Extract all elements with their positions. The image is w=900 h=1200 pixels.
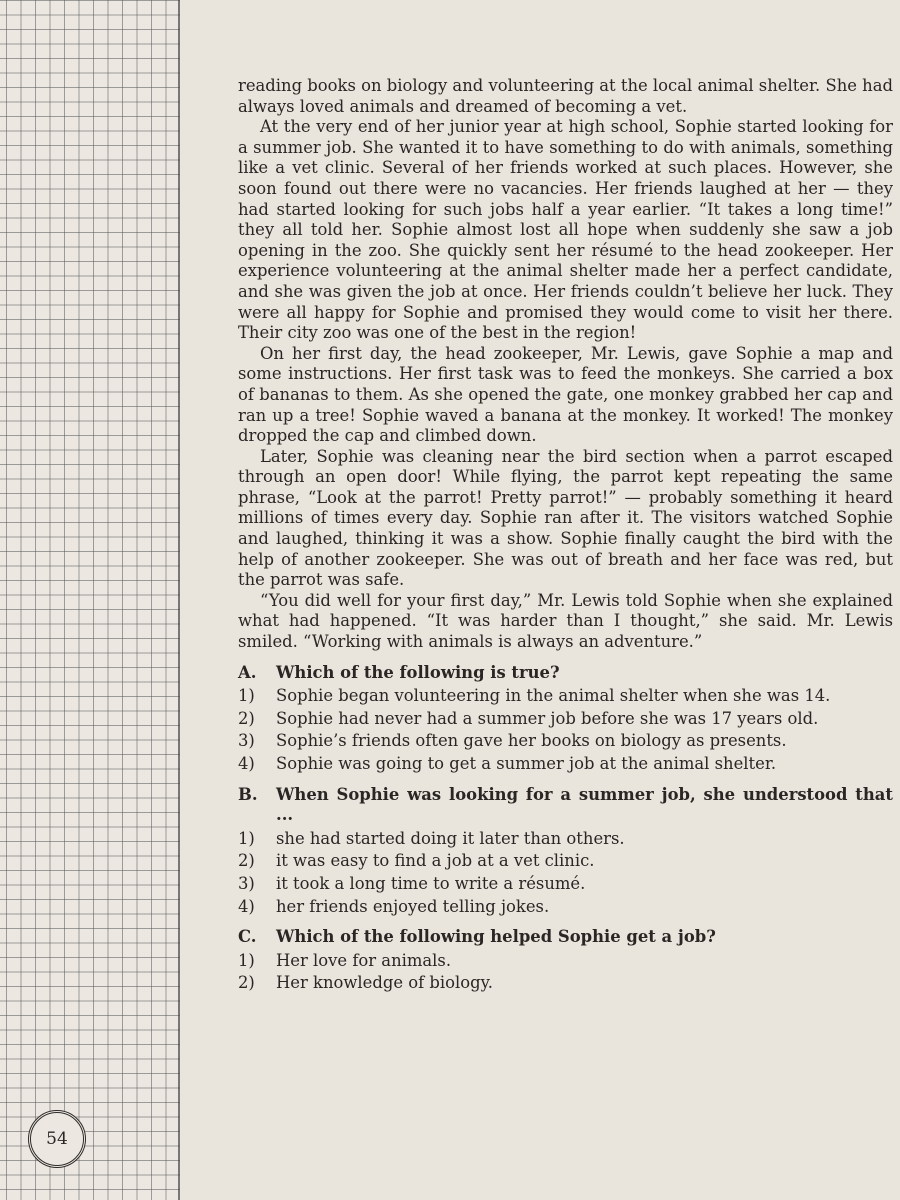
option-text: Sophie had never had a summer job before she was 17 years old.: [276, 708, 819, 728]
option-text: Sophie began volunteering in the animal shelter when she was 14.: [276, 686, 831, 706]
page-number: [28, 1110, 86, 1168]
question-b: [238, 785, 893, 918]
question-a: [238, 663, 893, 775]
answer-option[interactable]: [238, 851, 893, 872]
option-text: her friends enjoyed telling jokes.: [276, 896, 550, 916]
paragraph: At the very end of her junior year at high school, Sophie started looking for a summer job. She wanted it to have something to do with animals, something like a vet clinic. Several of her friends worked at such places. However, she soon found out there were no vacancies. Her friends laughed at her — they had started looking for such jobs half a year earlier. “It takes a long time!” they all told her. Sophie almost lost all hope when suddenly she saw a job opening in the zoo. She quickly sent her résumé to the head zookeeper. Her experience volunteering at the animal shelter made her a perfect candidate, and she was given the job at once. Her friends couldn’t believe her luck. They were all happy for Sophie and promised they would come to visit her there. Their city zoo was one of the best in the region!: [238, 117, 893, 343]
answer-option[interactable]: [238, 731, 893, 752]
answer-option[interactable]: [238, 973, 893, 994]
question-letter: B.: [238, 784, 258, 804]
question-text: When Sophie was looking for a summer job, she understood that ...: [276, 784, 893, 825]
question-letter: C.: [238, 927, 257, 947]
option-text: Her love for animals.: [276, 950, 452, 970]
option-number: 4): [238, 896, 255, 916]
paragraph: Later, Sophie was cleaning near the bird section when a parrot escaped through an open door! While flying, the parrot kept repeating the same phrase, “Look at the parrot! Pretty parrot!” — probably something it heard millions of times every day. Sophie ran after it. The visitors watched Sophie and laughed, thinking it was a show. Sophie finally caught the bird with the help of another zookeeper. She was out of breath and her face was red, but the parrot was safe.: [238, 446, 893, 590]
answer-option[interactable]: [238, 951, 893, 972]
option-number: 2): [238, 851, 255, 871]
option-number: 1): [238, 950, 255, 970]
answer-option[interactable]: [238, 829, 893, 850]
reading-text: [238, 76, 893, 996]
option-text: it took a long time to write a résumé.: [276, 873, 586, 893]
option-number: 2): [238, 708, 255, 728]
option-number: 1): [238, 828, 255, 848]
question-text: Which of the following is true?: [276, 662, 560, 682]
option-text: she had started doing it later than others.: [276, 828, 625, 848]
option-number: 1): [238, 686, 255, 706]
answer-option[interactable]: [238, 754, 893, 775]
paragraph: “You did well for your first day,” Mr. Lewis told Sophie when she explained what had happened. “It was harder than I thought,” she said. Mr. Lewis smiled. “Working with animals is always an adventure.”: [238, 590, 893, 652]
option-number: 4): [238, 754, 255, 773]
grid-paper-margin: [0, 0, 180, 1200]
page-number-text: 54: [46, 1129, 68, 1149]
answer-option[interactable]: [238, 897, 893, 918]
option-number: 2): [238, 973, 255, 993]
paragraph: On her first day, the head zookeeper, Mr. Lewis, gave Sophie a map and some instructions. Her first task was to feed the monkeys. She carried a box of bananas to them. As she opened the gate, one monkey grabbed her cap and ran up a tree! Sophie waved a banana at the monkey. It worked! The monkey dropped the cap and climbed down.: [238, 343, 893, 446]
paragraph: reading books on biology and volunteering at the local animal shelter. She had always loved animals and dreamed of becoming a vet.: [238, 76, 893, 116]
option-text: it was easy to find a job at a vet clinic.: [276, 851, 595, 871]
answer-option[interactable]: [238, 874, 893, 895]
option-text: Sophie was going to get a summer job at the animal shelter.: [276, 754, 777, 773]
answer-option[interactable]: [238, 686, 893, 707]
option-number: 3): [238, 731, 255, 751]
question-letter: A.: [238, 662, 257, 682]
question-text: Which of the following helped Sophie get a job?: [276, 927, 716, 947]
option-text: Sophie’s friends often gave her books on biology as presents.: [276, 731, 787, 751]
question-c: [238, 927, 893, 994]
option-text: Her knowledge of biology.: [276, 973, 493, 993]
answer-option[interactable]: [238, 709, 893, 730]
option-number: 3): [238, 873, 255, 893]
